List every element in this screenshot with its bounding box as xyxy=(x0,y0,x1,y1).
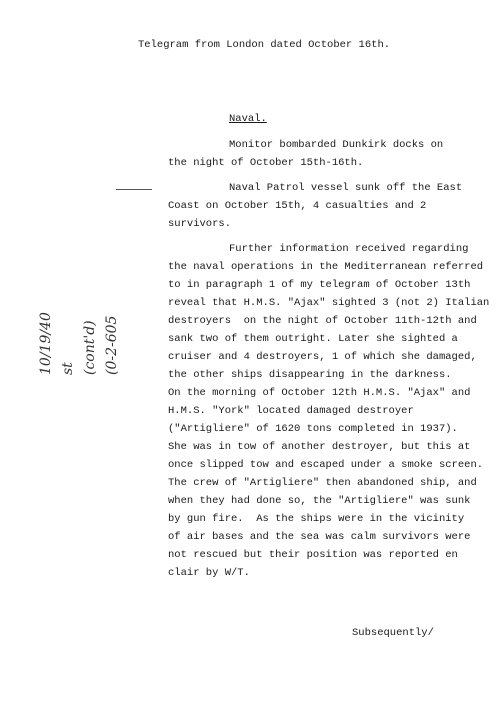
paragraph-line: ("Artigliere" of 1620 tons completed in 1937). xyxy=(168,423,458,435)
paragraph-line: The crew of "Artigliere" then abandoned ship, and xyxy=(168,477,477,489)
paragraph-line: On the morning of October 12th H.M.S. "Ajax" and xyxy=(168,387,471,399)
margin-rule-line xyxy=(116,189,152,190)
paragraph-line: when they had done so, the "Artigliere" was sunk xyxy=(168,495,471,507)
paragraph-line: She was in tow of another destroyer, but this at xyxy=(168,441,471,453)
paragraph-line: not rescued but their position was reported en xyxy=(168,549,458,561)
signature-continuation: Subsequently/ xyxy=(352,627,434,639)
paragraph-line: Further information received regarding xyxy=(229,243,469,255)
paragraph-line: survivors. xyxy=(168,218,232,230)
paragraph-line: clair by W/T. xyxy=(168,567,250,579)
paragraph-line: to in paragraph 1 of my telegram of October 13th xyxy=(168,279,471,291)
paragraph-line: once slipped tow and escaped under a smoke screen. xyxy=(168,459,484,471)
paragraph-line: of air bases and the sea was calm survivors were xyxy=(168,531,471,543)
paragraph-line: cruiser and 4 destroyers, 1 of which she damaged, xyxy=(168,351,477,363)
annotation-line: st xyxy=(60,362,76,375)
annotation-line: 10/19/40 xyxy=(38,312,54,375)
paragraph-line: Coast on October 15th, 4 casualties and 2 xyxy=(168,200,427,212)
paragraph-line: by gun fire. As the ships were in the vicinity xyxy=(168,513,465,525)
paragraph-line: Monitor bombarded Dunkirk docks on xyxy=(229,139,444,151)
paragraph-line: the night of October 15th-16th. xyxy=(168,157,364,169)
handwritten-annotation xyxy=(35,225,195,375)
paragraph-line: H.M.S. "York" located damaged destroyer xyxy=(168,405,414,417)
paragraph-line: sank two of them outright. Later she sighted a xyxy=(168,333,458,345)
paragraph-line: destroyers on the night of October 11th-12th and xyxy=(168,315,477,327)
section-heading-naval: Naval. xyxy=(229,113,267,125)
annotation-line: (cont'd) xyxy=(82,320,98,375)
annotation-line: (0-2-605 xyxy=(104,315,120,375)
paragraph-line: reveal that H.M.S. "Ajax" sighted 3 (not 2) Italian xyxy=(168,297,490,309)
paragraph-line: the naval operations in the Mediterranean referred xyxy=(168,261,484,273)
telegram-title: Telegram from London dated October 16th. xyxy=(138,39,391,51)
paragraph-line: Naval Patrol vessel sunk off the East xyxy=(229,182,463,194)
paragraph-line: the other ships disappearing in the darkness. xyxy=(168,369,452,381)
